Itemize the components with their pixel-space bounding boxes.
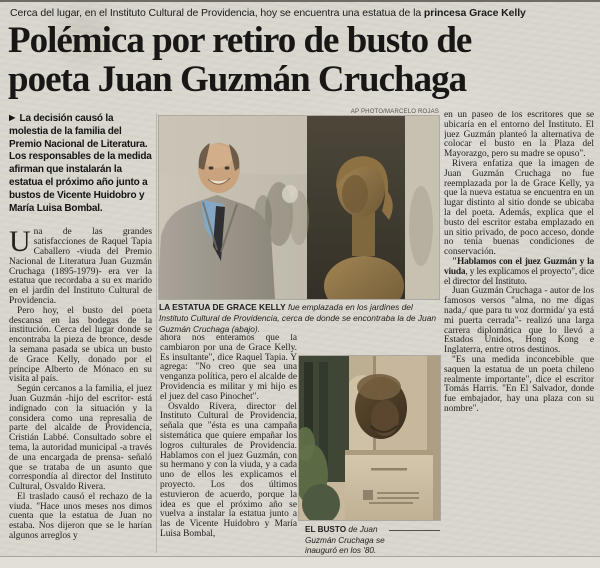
caption-rule [389, 530, 440, 531]
article-paragraph: El traslado causó el rechazo de la viuda. "Hace unos meses nos dimos cuenta que la estatua de Juan no estaba. Nos dijeron que se le harían algunos arreglos y [9, 491, 152, 542]
arrow-bullet-icon: ▶ [9, 113, 15, 122]
clipping-top-edge [0, 0, 600, 2]
bust-photo-illustration [299, 356, 440, 520]
drop-cap: U [9, 225, 31, 259]
article-column-1 [9, 112, 152, 554]
article-paragraph [9, 225, 152, 306]
article-column-2 [160, 334, 297, 554]
headline-line-2: poeta Juan Guzmán Cruchaga [8, 59, 467, 100]
caption-rest: de Juan Guzmán Cruchaga se inauguró en los '80. [305, 525, 385, 556]
article-paragraph: Juan Guzmán Cruchaga - autor de los famosos versos "alma, no me digas nada,/ que para tu voz dormida/ ya está mi puerta cerrada"- realizó una larga carrera diplomática que lo llevó a Estados Unidos, Hong Kong e Inglaterra, entre otros destinos. [444, 286, 594, 356]
clipping-bottom-edge [0, 556, 600, 568]
headline-line-1: Polémica por retiro de busto de [8, 20, 472, 61]
article-column-3 [444, 111, 594, 554]
article-paragraph: ahora nos enteramos que la cambiaron por una de Grace Kelly. Es insultante", dice Raquel Tapia. Y agrega: "No creo que sea una venganza política, pero el alcalde de Providencia es militar y mi hijo es el juez del caso Pinochet". [160, 334, 297, 402]
kicker-line [10, 7, 592, 19]
pull-quote [444, 258, 594, 287]
bust-photo [299, 356, 440, 520]
caption-lead: LA ESTATUA DE GRACE KELLY [159, 302, 286, 312]
photo-credit: AP PHOTO/MARCELO ROJAS [350, 109, 439, 115]
article-paragraph: Osvaldo Rivera, director del Instituto Cultural de Providencia, señala que "ésta es una campaña sistemática que quiere empañar los logros culturales de Providencia. Hablamos con el juez Guzmán, con su hermano y con la viuda, y a cada uno de ellos les explicamos el proyecto. Los dos últimos estuvieron de acuerdo, porque la idea es que el próximo año se vuelva a instalar la estatua junto a las de Vicente Huidobro y María Luisa Bombal, [160, 401, 297, 539]
pull-quote-bold: "Hablamos con el juez Guzmán y la viuda [444, 256, 594, 277]
article-paragraph: en un paseo de los escritores que se ubicaría en el entorno del Instituto. El juez Guzmán planteó la alternativa de colocar el busto en la Plaza del Mayorazgo, pero su madre se opuso". [444, 111, 594, 160]
article-lede [9, 112, 152, 215]
article-paragraph: Según cercanos a la familia, el juez Juan Guzmán -hijo del escritor- está indignado con la situación y la considera como una represalia de parte del alcalde de Providencia, Cristián Labbé. Consultado sobre el tema, la autoridad municipal -a través de una encargada de prensa- señaló que se trataba de un asunto que correspondía al director del Instituto Cultural, Osvaldo Rivera. [9, 384, 152, 493]
bust-photo-caption [305, 525, 391, 557]
caption-rest: fue emplazada en los jardines del Instituto Cultural de Providencia, cerca de donde se encontraba la de Juan Guzmán Cruchaga (abajo). [159, 302, 437, 334]
grace-kelly-photo-illustration [159, 116, 439, 299]
article-paragraph: Pero hoy, el busto del poeta descansa en las bodegas de la institución. Cerca del lugar donde se encontraba la pieza de bronce, desde la semana pasada se ubica un busto de Grace Kelly, donado por el príncipe Alberto de Mónaco en su visita al país. [9, 305, 152, 385]
kicker-highlight: princesa Grace Kelly [423, 7, 526, 19]
pull-quote-rest: , y les explicamos el proyecto", dice el director del Instituto. [444, 266, 594, 287]
article-headline [8, 21, 596, 99]
caption-lead: EL BUSTO [305, 525, 347, 534]
paragraph-text: na de las grandes satisfacciones de Raquel Tapia Caballero -viuda del Premio Nacional de Literatura Juan Guzmán Cruchaga (1895-1979)- era ver la estatua que recordaba a su ex marido en el jardín del Instituto Cultural de Providencia. [9, 227, 152, 306]
column-divider [156, 113, 157, 553]
grace-kelly-statue-photo [159, 116, 439, 299]
main-photo-caption [159, 302, 439, 334]
lede-text: La decisión causó la molestia de la familia del Premio Nacional de Literatura. Los responsables de la medida afirman que instalarán la estatua el próximo año junto a bustos de Vicente Huidobro y María Luisa Bombal. [9, 113, 152, 214]
article-paragraph: "Es una medida inconcebible que saquen la estatua de un poeta chileno realmente importante", dice el escritor Tomás Harris. "En El Salvador, donde fue embajador, hay una plaza con su nombre". [444, 354, 594, 414]
article-paragraph: Rivera enfatiza que la imagen de Juan Guzmán Cruchaga no fue reemplazada por la de Grace Kelly, ya que la nueva estatua se encuentra en un lugar distinto al sitio donde se ubicaba la del poeta. Además, explica que el busto del escritor estaba emplazado en un sitio privado, de poco acceso, donde no tenía buenas condiciones de conservación. [444, 158, 594, 258]
kicker-text: Cerca del lugar, en el Instituto Cultural de Providencia, hoy se encuentra una estatua de la [10, 7, 424, 19]
column-1-body [9, 225, 152, 542]
